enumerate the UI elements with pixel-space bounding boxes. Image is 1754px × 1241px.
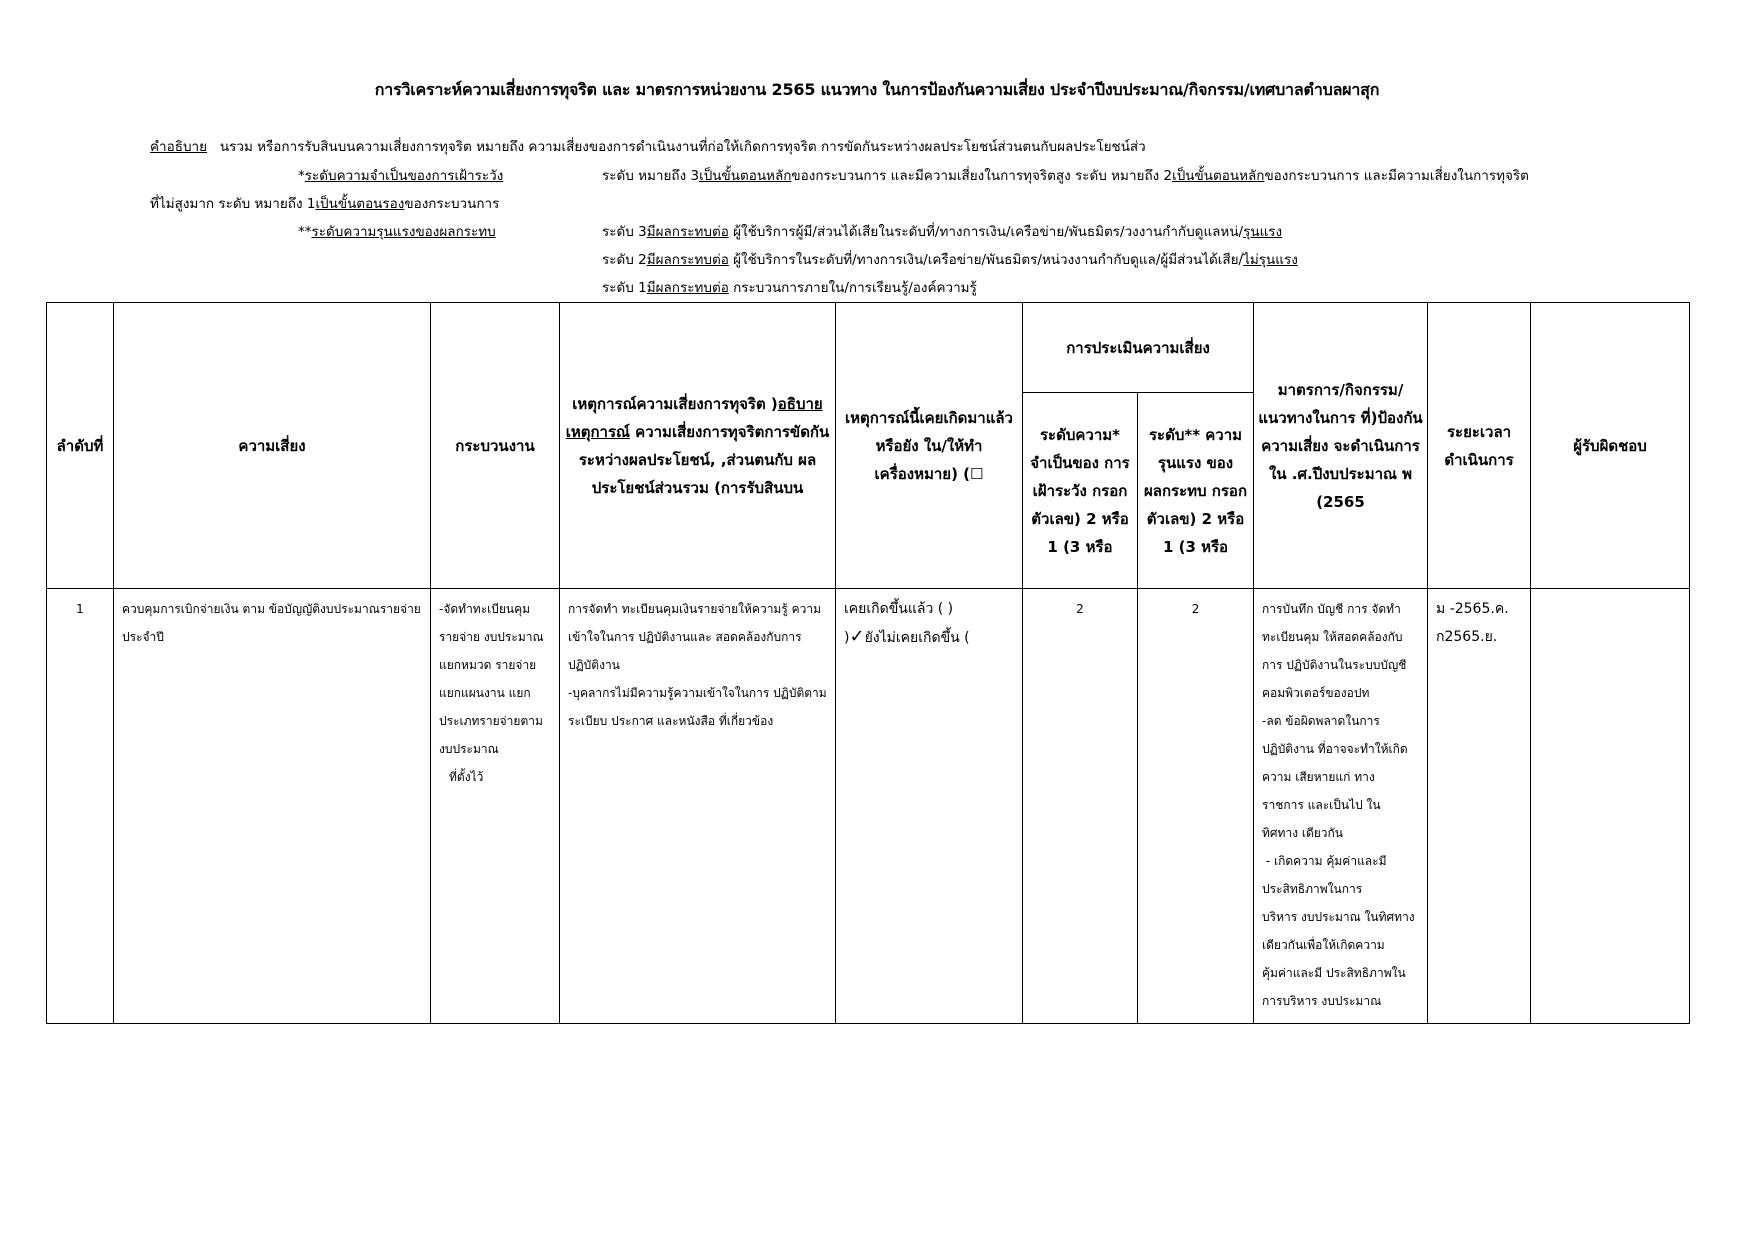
header-measures: มาตรการ/กิจกรรม/ แนวทางในการ ที่)ป้องกันความเสี่ยง จะดำเนินการใน .ศ.ปีงบประมาณ พ (2565 — [1254, 303, 1428, 589]
process-line: ที่ตั้งไว้ — [449, 770, 484, 784]
sev3-b: ผู้ใช้บริการผู้มี/ส่วนได้เสียในระดับที่/ทางการเงิน/เครือข่าย/พันธมิตร/วงงานกำกับดูแลหน่/ — [728, 224, 1244, 240]
necessity-label-line — [298, 166, 503, 186]
measure-line: ทิศทาง เดียวกัน — [1262, 826, 1343, 840]
severity-level-2 — [602, 250, 1298, 270]
severity-label-line — [298, 222, 496, 242]
severity-prefix: ** — [298, 224, 312, 240]
necessity-b2: ของกระบวนการ และมีความเสี่ยงในการทุจริต — [1264, 168, 1529, 184]
event-line: เข้าใจในการ ปฏิบัติงานและ สอดคล้องกับการ — [568, 630, 802, 644]
header-event-b: ความเสี่ยงการทุจริตการขัดกันระหว่างผลประโยชน์, ,ส่วนตนกับ ผลประโยชน์ส่วนรวม (การรับสินบน — [578, 422, 830, 497]
sev3-a: ระดับ 3 — [602, 224, 647, 240]
occurred-yes: เคยเกิดขึ้นแล้ว ( ) — [844, 601, 954, 617]
sev2-u2: ไม่รุนแรง — [1243, 252, 1298, 268]
measure-line: ราชการ และเป็นไป ใน — [1262, 798, 1381, 812]
necessity-prefix: * — [298, 168, 305, 184]
process-line: แยกแผนงาน แยก — [439, 686, 531, 700]
page-title: การวิเคราะห์ความเสี่ยงการทุจริต และ มาตรการหน่วยงาน 2565 แนวทาง ในการป้องกันความเสี่ยง ประจำปีงบประมาณ/กิจกรรม/เทศบาลตำบลผาสุก — [374, 80, 1380, 99]
measure-line: - เกิดความ คุ้มค่าและมี — [1262, 854, 1387, 868]
description-text: นรวม หรือการรับสินบนความเสี่ยงการทุจริต หมายถึง ความเสี่ยงของการดำเนินงานที่ก่อให้เกิดการทุจริต การขัดกันระหว่างผลประโยชน์ส่วนตนกับผลประโยชน์ส่ว — [219, 139, 1146, 155]
necessity-b-underlined: เป็นขั้นตอนหลัก — [1172, 168, 1265, 184]
measure-line: เดียวกันเพื่อให้เกิดความ — [1262, 938, 1385, 952]
measure-line: ทะเบียนคุม ให้สอดคล้องกับ — [1262, 630, 1403, 644]
sev2-u: มีผลกระทบต่อ — [646, 252, 729, 268]
necessity-a-underlined: เป็นขั้นตอนหลัก — [699, 168, 792, 184]
header-severity: ระดับ** ความ รุนแรง ของ ผลกระทบ กรอกตัวเลข) 2 หรือ 1 (3 หรือ — [1138, 393, 1254, 589]
measure-line: ประสิทธิภาพในการ — [1262, 882, 1363, 896]
necessity-level-line — [602, 166, 1529, 186]
header-assessment: การประเมินความเสี่ยง — [1023, 303, 1254, 393]
measure-line: คุ้มค่าและมี ประสิทธิภาพใน — [1262, 966, 1406, 980]
row-event — [560, 589, 835, 741]
header-event-a: เหตุการณ์ความเสี่ยงการทุจริต ) — [572, 394, 778, 413]
process-line: รายจ่าย งบประมาณ — [439, 630, 544, 644]
sev1-u: มีผลกระทบต่อ — [646, 280, 729, 296]
header-no: ลำดับที่ — [47, 303, 114, 589]
measure-line: การบันทึก บัญชี การ จัดทำ — [1262, 602, 1401, 616]
necessity-c: ที่ไม่สูงมาก ระดับ หมายถึง 1 — [150, 196, 316, 212]
header-occurred: เหตุการณ์นี้เคยเกิดมาแล้วหรือยัง ใน/ให้ทำเครื่องหมาย) (☐ — [836, 303, 1023, 589]
severity-label: ระดับความรุนแรงของผลกระทบ — [311, 224, 496, 240]
process-line: ประเภทรายจ่ายตาม — [439, 714, 543, 728]
event-line: ระเบียบ ประกาศ และหนังสือ ที่เกี่ยวข้อง — [568, 714, 774, 728]
row-owner — [1531, 589, 1689, 601]
check-mark-icon: ✓ — [849, 626, 865, 647]
measure-line: บริหาร งบประมาณ ในทิศทาง — [1262, 910, 1415, 924]
process-line: -จัดทำทะเบียนคุม — [439, 602, 531, 616]
legend-description — [150, 137, 1146, 157]
header-risk: ความเสี่ยง — [114, 303, 431, 589]
measure-line: ปฏิบัติงาน ที่อาจจะทำให้เกิด — [1262, 742, 1408, 756]
measure-line: การบริหาร งบประมาณ — [1262, 994, 1382, 1008]
sev2-b: ผู้ใช้บริการในระดับที่/ทางการเงิน/เครือข่าย/พันธมิตร/หน่วงงานกำกับดูแล/ผู้มีส่วนได้เสีย/ — [728, 252, 1244, 268]
header-process: กระบวนงาน — [431, 303, 560, 589]
row-period — [1428, 589, 1530, 657]
necessity-level-line-2 — [150, 194, 499, 214]
event-line: ปฏิบัติงาน — [568, 658, 620, 672]
row-no: 1 — [47, 589, 114, 1024]
header-event-u: อธิบายเหตุการณ์ — [565, 394, 823, 441]
sev3-u: มีผลกระทบต่อ — [646, 224, 729, 240]
severity-level-3 — [602, 222, 1282, 242]
row-severity: 2 — [1138, 589, 1254, 1024]
description-label: คำอธิบาย — [150, 139, 208, 155]
risk-table — [46, 302, 1690, 1024]
severity-level-1 — [602, 278, 977, 298]
measure-line: การ ปฏิบัติงานในระบบบัญชี — [1262, 658, 1407, 672]
measure-line: ความ เสียหายแก่ ทาง — [1262, 770, 1375, 784]
necessity-c2: ของกระบวนการ — [404, 196, 500, 212]
event-line: -บุคลากรไม่มีความรู้ความเข้าใจในการ ปฏิบัติตาม — [568, 686, 827, 700]
period-line: ก2565.ย. — [1436, 629, 1498, 645]
sev2-a: ระดับ 2 — [602, 252, 647, 268]
occurred-no: ยังไม่เคยเกิดขึ้น ( — [864, 630, 970, 646]
process-line: งบประมาณ — [439, 742, 499, 756]
period-line: ม -2565.ค. — [1436, 601, 1509, 617]
measure-line: คอมพิวเตอร์ของอปท — [1262, 686, 1370, 700]
row-occurred — [836, 589, 1022, 658]
row-necessity: 2 — [1023, 589, 1138, 1024]
sev1-a: ระดับ 1 — [602, 280, 647, 296]
event-line: การจัดทำ ทะเบียนคุมเงินรายจ่ายให้ความรู้ ความ — [568, 602, 822, 616]
sev3-u2: รุนแรง — [1243, 224, 1283, 240]
process-line: แยกหมวด รายจ่าย — [439, 658, 537, 672]
necessity-a2: ของกระบวนการ และมีความเสี่ยงในการทุจริตสูง ระดับ หมายถึง 2 — [791, 168, 1173, 184]
necessity-a: ระดับ หมายถึง 3 — [602, 168, 700, 184]
header-period: ระยะเวลา ดำเนินการ — [1428, 303, 1531, 589]
header-owner: ผู้รับผิดชอบ — [1531, 303, 1690, 589]
table-row — [47, 589, 1690, 1024]
measure-line: -ลด ข้อผิดพลาดในการ — [1262, 714, 1380, 728]
header-event — [560, 303, 836, 589]
sev1-b: กระบวนการภายใน/การเรียนรู้/องค์ความรู้ — [728, 280, 977, 296]
row-process — [431, 589, 559, 797]
header-necessity: ระดับความ* จำเป็นของ การเฝ้าระวัง กรอกตัวเลข) 2 หรือ 1 (3 หรือ — [1023, 393, 1138, 589]
row-measures — [1254, 589, 1427, 1021]
necessity-c-underlined: เป็นขั้นตอนรอง — [315, 196, 405, 212]
occurred-no-prefix: ) — [844, 630, 850, 646]
row-risk: ควบคุมการเบิกจ่ายเงิน ตาม ข้อบัญญัติงบประมาณรายจ่าย ประจำปี — [122, 602, 421, 644]
necessity-label: ระดับความจำเป็นของการเฝ้าระวัง — [304, 168, 504, 184]
